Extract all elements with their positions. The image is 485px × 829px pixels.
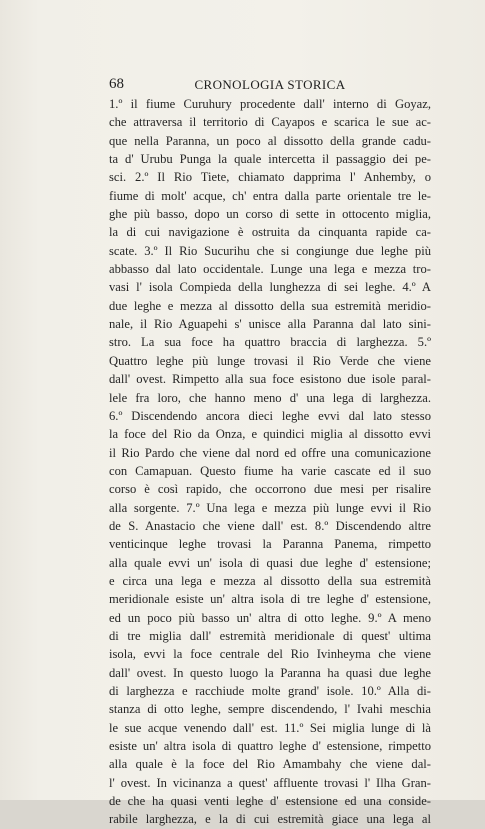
text-line: alla sorgente. 7.º Una lega e mezza più lunge evvi il Rio xyxy=(109,500,431,515)
text-line: rabile larghezza, e la di cui estremità giace una lega al xyxy=(109,812,431,827)
text-line: alla quale è la foce del Rio Amambahy che viene dal- xyxy=(109,757,431,772)
text-line: stanza di otto leghe, sempre discendendo, l' Ivahi meschia xyxy=(109,702,431,717)
page-header xyxy=(109,76,431,96)
text-line: due leghe e mezza al dissotto della sua estremità meridio- xyxy=(109,298,431,313)
text-line: scate. 3.º Il Rio Sucurihu che si congiunge due leghe più xyxy=(109,243,431,258)
text-line: ed un poco più basso un' altra di otto leghe. 9.º A meno xyxy=(109,610,431,625)
text-line: le sue acque venendo dall' est. 11.º Sei miglia lunge di là xyxy=(109,720,431,735)
running-title: CRONOLOGIA STORICA xyxy=(194,77,346,92)
body-text xyxy=(109,95,431,829)
text-line: che attraversa il territorio di Cayapos e scarica le sue ac- xyxy=(109,115,431,130)
text-line: 1.º il fiume Curuhury procedente dall' interno di Goyaz, xyxy=(109,97,431,111)
text-line: lele fra loro, che hanno meno d' una lega di larghezza. xyxy=(109,390,431,405)
text-line: meridionale esiste un' altra isola di tre leghe d' estensione, xyxy=(109,592,431,607)
text-line: alla quale evvi un' isola di quasi due leghe d' estensione; xyxy=(109,555,431,570)
text-line: l' ovest. In vicinanza a quest' affluente trovasi l' Ilha Gran- xyxy=(109,775,431,790)
text-line: 6.º Discendendo ancora dieci leghe evvi dal lato stesso xyxy=(109,408,431,423)
text-line: de che ha quasi venti leghe d' estensione ed una conside- xyxy=(109,794,431,809)
text-line: e circa una lega e mezza al dissotto della sua estremità xyxy=(109,573,431,588)
text-line: de S. Anastacio che viene dall' est. 8.º Discendendo altre xyxy=(109,518,431,533)
text-line: la foce del Rio da Onza, e quindici miglia al dissotto evvi xyxy=(109,427,431,442)
text-line: ghe più basso, dopo un corso di sette in ottocento miglia, xyxy=(109,207,431,222)
text-line: que nella Paranna, un poco al dissotto della grande cadu- xyxy=(109,133,431,148)
text-line: isola, evvi la foce centrale del Rio Ivinheyma che viene xyxy=(109,647,431,662)
text-line: nale, il Rio Aguapehi s' unisce alla Paranna dal lato sini- xyxy=(109,317,431,332)
text-line: stro. La sua foce ha quattro braccia di larghezza. 5.º xyxy=(109,335,431,350)
text-line: con Camapuan. Questo fiume ha varie cascate ed il suo xyxy=(109,463,431,478)
text-line: Quattro leghe più lunge trovasi il Rio Verde che viene xyxy=(109,353,431,368)
text-line: il Rio Pardo che viene dal nord ed offre una comunicazione xyxy=(109,445,431,460)
text-line: vasi l' isola Compieda della lunghezza di sei leghe. 4.º A xyxy=(109,280,431,295)
text-line: sci. 2.º Il Rio Tiete, chiamato dapprima l' Anhemby, o xyxy=(109,170,431,185)
text-line: venticinque leghe trovasi la Paranna Panema, rimpetto xyxy=(109,537,431,552)
text-line: dall' ovest. In questo luogo la Paranna ha quasi due leghe xyxy=(109,665,431,680)
text-line: corso è così rapido, che occorrono due mesi per risalire xyxy=(109,482,431,497)
text-line: abbasso dal lato occidentale. Lunge una lega e mezza tro- xyxy=(109,262,431,277)
text-line: fiume di molt' acque, ch' entra dalla parte orientale tre le- xyxy=(109,188,431,203)
text-line: esiste un' altra isola di quattro leghe d' estensione, rimpetto xyxy=(109,739,431,754)
text-line: ta d' Urubu Punga la quale intercetta il passaggio dei pe- xyxy=(109,152,431,167)
text-line: dall' ovest. Rimpetto alla sua foce esistono due isole paral- xyxy=(109,372,431,387)
text-line: di tre miglia dall' estremità meridionale di quest' ultima xyxy=(109,628,431,643)
text-line: di larghezza e racchiude molte grand' isole. 10.º Alla di- xyxy=(109,684,431,698)
page-number: 68 xyxy=(109,76,124,92)
text-line: la di cui navigazione è ostruita da cinquanta rapide ca- xyxy=(109,225,431,240)
